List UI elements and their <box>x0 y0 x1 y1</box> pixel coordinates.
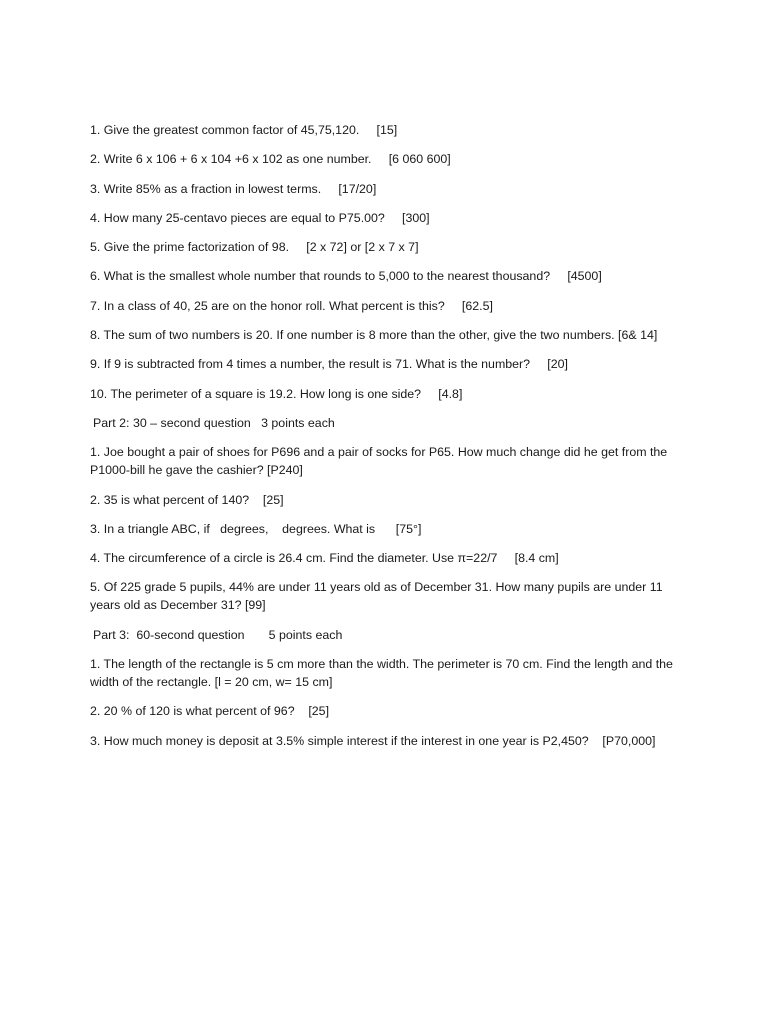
part-3-heading: Part 3: 60-second question 5 points each <box>93 627 343 642</box>
question-9: 9. If 9 is subtracted from 4 times a number, the result is 71. What is the number? [20] <box>90 357 568 372</box>
part-3-question-3: 3. How much money is deposit at 3.5% simple interest if the interest in one year is P2,450? [P70,000] <box>90 733 656 748</box>
part-2-question-5: 5. Of 225 grade 5 pupils, 44% are under 11 years old as of December 31. How many pupils are under 11 years old as December 31? [99] <box>90 580 663 613</box>
question-3: 3. Write 85% as a fraction in lowest terms. [17/20] <box>90 181 377 196</box>
question-6: 6. What is the smallest whole number that rounds to 5,000 to the nearest thousand? [4500] <box>90 269 602 284</box>
question-1: 1. Give the greatest common factor of 45,75,120. [15] <box>90 123 398 137</box>
part-2-heading: Part 2: 30 – second question 3 points each <box>93 415 335 430</box>
part-3-question-2: 2. 20 % of 120 is what percent of 96? [25] <box>90 704 330 719</box>
part-2-question-2: 2. 35 is what percent of 140? [25] <box>90 492 284 507</box>
part-3-question-1: 1. The length of the rectangle is 5 cm more than the width. The perimeter is 70 cm. Find the length and the width of the rectangle. [l = 20 cm, w= 15 cm] <box>90 657 673 690</box>
question-7: 7. In a class of 40, 25 are on the honor roll. What percent is this? [62.5] <box>90 298 493 313</box>
question-2: 2. Write 6 x 106 + 6 x 104 +6 x 102 as one number. [6 060 600] <box>90 152 451 167</box>
question-8: 8. The sum of two numbers is 20. If one number is 8 more than the other, give the two numbers. [6& 14] <box>90 328 658 343</box>
question-5: 5. Give the prime factorization of 98. [2 x 72] or [2 x 7 x 7] <box>90 240 419 255</box>
quiz-content <box>90 121 680 761</box>
question-4: 4. How many 25-centavo pieces are equal to P75.00? [300] <box>90 210 430 225</box>
part-2-question-1: 1. Joe bought a pair of shoes for P696 and a pair of socks for P65. How much change did he get from the P1000-bill he gave the cashier? [P240] <box>90 445 668 478</box>
part-2-question-3: 3. In a triangle ABC, if degrees, degrees. What is [75°] <box>90 521 422 536</box>
part-2-question-4: 4. The circumference of a circle is 26.4 cm. Find the diameter. Use π=22/7 [8.4 cm] <box>90 551 559 566</box>
question-10: 10. The perimeter of a square is 19.2. How long is one side? [4.8] <box>90 386 463 401</box>
